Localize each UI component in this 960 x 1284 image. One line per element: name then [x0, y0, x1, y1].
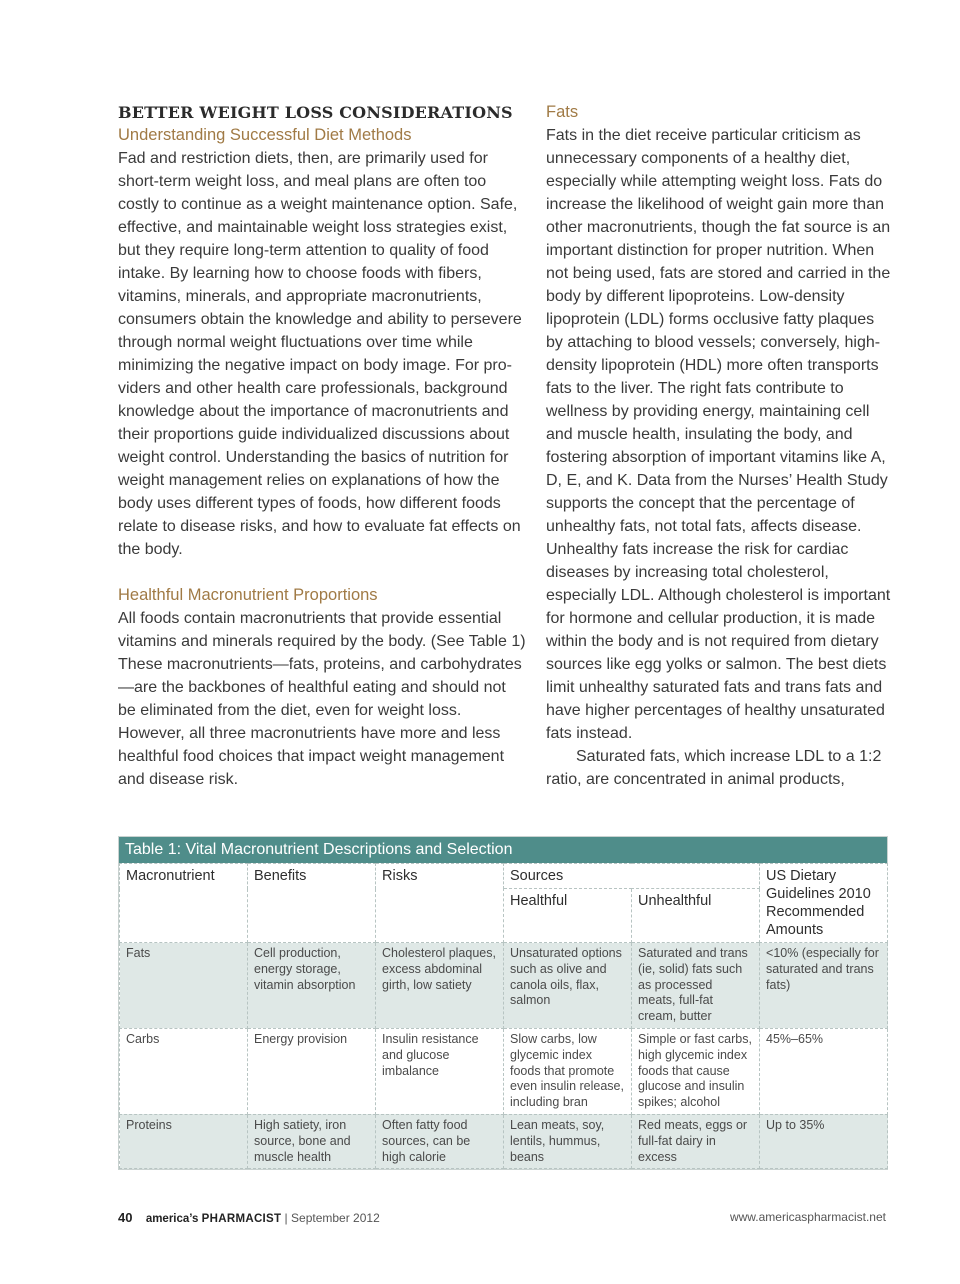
row-benefits: Cell production, energy storage, vitamin absorption: [248, 943, 376, 1029]
subheading-macronutrient-proportions: Healthful Macronutrient Proportions: [118, 586, 378, 604]
header-healthful: Healthful: [504, 889, 632, 943]
row-healthful: Lean meats, soy, lentils, hummus, beans: [504, 1114, 632, 1168]
paragraph-macronutrient-proportions: All foods contain macronutrients that provide essential vitamins and minerals required by the body. (See Table 1) These macronutrients—fats, proteins, and carbohydrates—are the backbones of healthful eating and should not be eliminated from the diet, even for weight loss. However, all three macronutrients have more and less healthful food choices that impact weight management and disease risk.: [118, 610, 526, 788]
table-row: [120, 1114, 888, 1168]
row-risks: Insulin resistance and glucose imbalance: [376, 1028, 504, 1114]
website-url: www.americaspharmacist.net: [729, 1210, 886, 1224]
subheading-diet-methods: Understanding Successful Diet Methods: [118, 126, 412, 144]
row-unhealthful: Red meats, eggs or full-fat dairy in excess: [632, 1114, 760, 1168]
table-title: Table 1: Vital Macronutrient Descriptions and Selection: [119, 837, 887, 863]
issue-date: September 2012: [291, 1211, 380, 1225]
row-name: Fats: [120, 943, 248, 1029]
header-sources: Sources: [504, 864, 760, 889]
right-column: [546, 101, 891, 791]
paragraph-fats: Fats in the diet receive particular criticism as unnecessary components of a healthy diet, especially while attempting weight loss. Fats do increase the likelihood of weight gain more than other macronutrients, though the fat source is an important distinction for proper nutrition. When not being used, fats are stored and carried in the body by different lipoproteins. Low-density lipoprotein (LDL) forms occlusive fatty plaques by attaching to blood vessels; conversely, high-density lipoprotein (HDL) more often transports fats to the liver. The right fats contribute to wellness by providing energy, maintaining cell and muscle health, insulating the body, and fostering absorption of important vitamins like A, D, E, and K. Data from the Nurses’ Health Study supports the concept that the percentage of unhealthy fats, not total fats, affects disease. Unhealthy fats increase the risk for cardiac diseases by increasing total cholesterol, especially LDL. Although cholesterol is important for hormone and cellular production, it is made within the body and is not required from dietary sources like egg yolks or salmon. The best diets limit unhealthy saturated fats and trans fats and have higher percentages of healthy unsaturated fats instead.: [546, 127, 891, 742]
subheading-fats: Fats: [546, 103, 579, 121]
row-name: Carbs: [120, 1028, 248, 1114]
header-risks: Risks: [376, 864, 504, 943]
row-benefits: High satiety, iron source, bone and muscle health: [248, 1114, 376, 1168]
row-risks: Often fatty food sources, can be high calorie: [376, 1114, 504, 1168]
header-macronutrient: Macronutrient: [120, 864, 248, 943]
macronutrient-table: [118, 836, 888, 1170]
table-row: [120, 943, 888, 1029]
row-healthful: Slow carbs, low glycemic index foods that promote even insulin release, including bran: [504, 1028, 632, 1114]
page-footer: [118, 1210, 886, 1225]
paragraph-diet-methods: Fad and restriction diets, then, are primarily used for short-term weight loss, and meal plans are often too costly to continue as a weight maintenance option. Safe, effective, and maintainable weight loss strategies exist, but they require long-term attention to quality of food intake. By learning how to choose foods with fibers, vitamins, minerals, and appropriate macronutrients, consumers obtain the knowledge and ability to persevere through normal weight fluctuations over time while minimizing the negative impact on body image. For providers and other health care professionals, background knowledge about the importance of macronutrients and their proportions guide individualized discussions about weight control. Understanding the basics of nutrition for weight management relies on explanations of how the body uses different types of foods, how different foods relate to disease risks, and how to evaluate fat effects on the body.: [118, 150, 522, 558]
header-unhealthful: Unhealthful: [632, 889, 760, 943]
brand-lead: america’s: [145, 1213, 199, 1225]
header-guidelines: US Dietary Guidelines 2010 Recommended Amounts: [760, 864, 888, 943]
row-healthful: Unsaturated options such as olive and canola oils, flax, salmon: [504, 943, 632, 1029]
table-row: [120, 1028, 888, 1114]
row-amount: Up to 35%: [760, 1114, 888, 1168]
row-benefits: Energy provision: [248, 1028, 376, 1114]
footer-separator: |: [284, 1211, 288, 1225]
row-amount: <10% (especially for saturated and trans fats): [760, 943, 888, 1029]
magazine-logo: [146, 1213, 285, 1225]
table-grid: [119, 863, 888, 1169]
section-heading: BETTER WEIGHT LOSS CONSIDERATIONS: [118, 103, 513, 122]
row-amount: 45%–65%: [760, 1028, 888, 1114]
paragraph-saturated-fats: Saturated fats, which increase LDL to a 1:2 ratio, are concentrated in animal products,: [546, 748, 882, 788]
page-number: 40: [118, 1210, 133, 1225]
brand-name: PHARMACIST: [201, 1213, 282, 1225]
row-risks: Cholesterol plaques, excess abdominal girth, low satiety: [376, 943, 504, 1029]
row-unhealthful: Saturated and trans (ie, solid) fats such as processed meats, full-fat cream, butter: [632, 943, 760, 1029]
left-column: [118, 101, 528, 791]
row-unhealthful: Simple or fast carbs, high glycemic index foods that cause glucose and insulin spikes; alcohol: [632, 1028, 760, 1114]
row-name: Proteins: [120, 1114, 248, 1168]
header-benefits: Benefits: [248, 864, 376, 943]
